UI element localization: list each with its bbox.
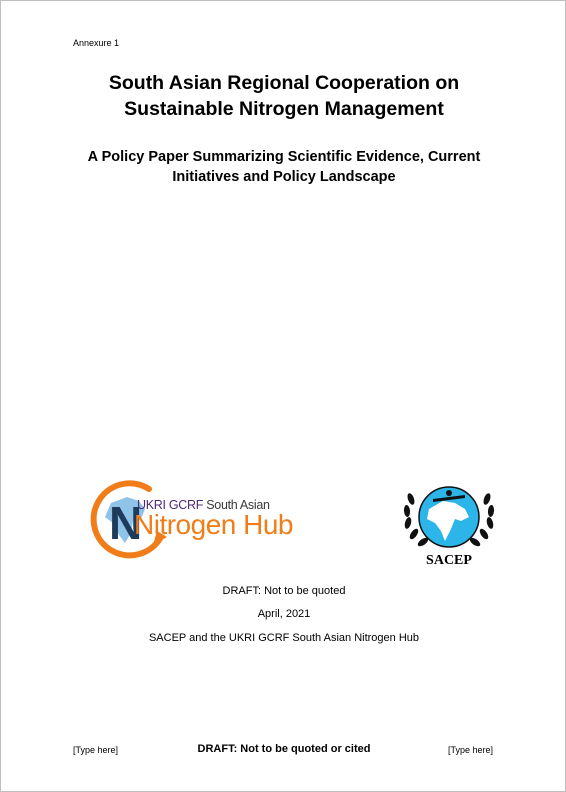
footer-right-placeholder[interactable]: [Type here]	[447, 745, 493, 755]
sacep-text: SACEP	[426, 553, 472, 568]
subtitle-line-1: A Policy Paper Summarizing Scientific Evidence, Current	[87, 149, 481, 165]
document-title	[41, 70, 527, 122]
subtitle-line-2: Initiatives and Policy Landscape	[172, 169, 396, 185]
document-subtitle	[41, 147, 527, 187]
title-line-2: Sustainable Nitrogen Management	[124, 98, 444, 120]
sacep-emblem-icon	[399, 479, 499, 555]
footer-left-placeholder[interactable]: [Type here]	[73, 745, 119, 755]
annexure-label: Annexure 1	[73, 38, 120, 48]
sacep-logo	[399, 479, 499, 571]
publication-date: April, 2021	[257, 608, 311, 620]
hub-south-asian-text: South Asian	[206, 498, 270, 512]
draft-notice: DRAFT: Not to be quoted	[222, 585, 346, 597]
hub-letter: N	[109, 497, 143, 549]
hub-line-2: Nitrogen Hub	[134, 509, 293, 540]
authors-line: SACEP and the UKRI GCRF South Asian Nitrogen Hub	[148, 632, 420, 644]
hub-ukri-text: UKRI GCRF	[137, 498, 204, 512]
nitrogen-hub-logo	[87, 479, 347, 561]
title-line-1: South Asian Regional Cooperation on	[108, 72, 460, 94]
footer-draft-notice: DRAFT: Not to be quoted or cited	[197, 743, 371, 755]
